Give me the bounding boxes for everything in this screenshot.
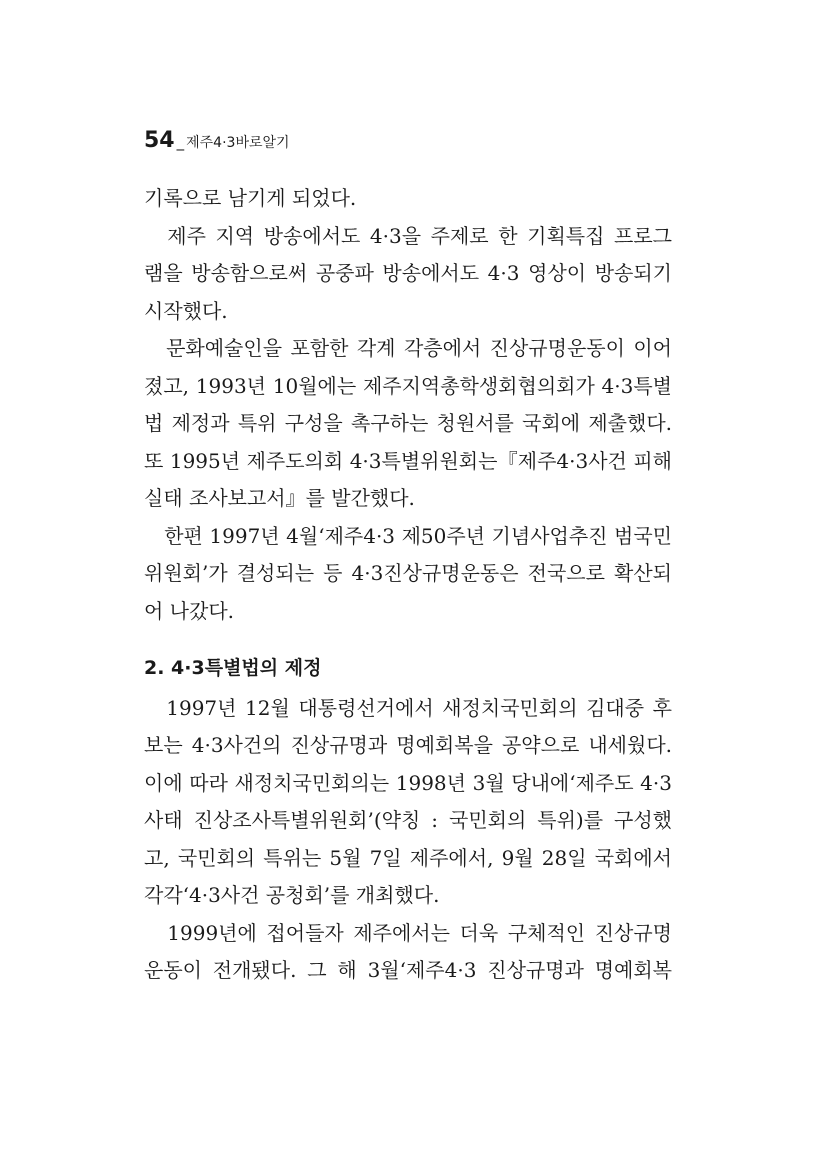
text-line: 이에 따라 새정치국민회의는 1998년 3월 당내에‘제주도 4·3 — [144, 770, 672, 795]
text-line: 한편 1997년 4월‘제주4·3 제50주년 기념사업추진 범국민 — [144, 523, 672, 548]
paragraph — [144, 518, 672, 631]
running-header — [144, 128, 290, 153]
paragraph — [144, 690, 672, 915]
text-line: 문화예술인을 포함한 각계 각층에서 진상규명운동이 이어 — [144, 336, 672, 360]
text-line: 운동이 전개됐다. 그 해 3월‘제주4·3 진상규명과 명예회복 — [144, 958, 672, 982]
header-separator: _ — [176, 133, 185, 151]
paragraph — [144, 180, 672, 218]
page-number: 54 — [144, 128, 175, 153]
text-line: 기록으로 남기게 되었다. — [144, 186, 357, 210]
text-line: 1999년에 접어들자 제주에서는 더욱 구체적인 진상규명 — [144, 920, 672, 945]
text-line: 법 제정과 특위 구성을 촉구하는 청원서를 국회에 제출했다. — [144, 411, 672, 435]
text-line: 고, 국민회의 특위는 5월 7일 제주에서, 9월 28일 국회에서 — [144, 845, 672, 870]
text-line: 졌고, 1993년 10월에는 제주지역총학생회협의회가 4·3특별 — [144, 373, 672, 398]
paragraph — [144, 330, 672, 518]
text-line: 제주 지역 방송에서도 4·3을 주제로 한 기획특집 프로그 — [144, 223, 672, 248]
text-line: 보는 4·3사건의 진상규명과 명예회복을 공약으로 내세웠다. — [144, 733, 672, 757]
text-line: 또 1995년 제주도의회 4·3특별위원회는『제주4·3사건 피해 — [144, 448, 672, 473]
text-line: 각각‘4·3사건 공청회’를 개최했다. — [144, 883, 440, 907]
text-line: 위원회’가 결성되는 등 4·3진상규명운동은 전국으로 확산되 — [144, 561, 672, 585]
paragraph — [144, 218, 672, 331]
body-text — [144, 180, 672, 990]
text-line: 램을 방송함으로써 공중파 방송에서도 4·3 영상이 방송되기 — [144, 261, 672, 285]
section-heading: 2. 4·3특별법의 제정 — [144, 657, 322, 679]
paragraph — [144, 915, 672, 990]
text-line: 1997년 12월 대통령선거에서 새정치국민회의 김대중 후 — [144, 695, 672, 720]
text-line: 시작했다. — [144, 298, 228, 323]
text-line: 실태 조사보고서』를 발간했다. — [144, 486, 415, 510]
book-title: 제주4·3바로알기 — [186, 135, 290, 151]
text-line: 사태 진상조사특별위원회’(약칭 : 국민회의 특위)를 구성했 — [144, 808, 672, 832]
text-line: 어 나갔다. — [144, 598, 234, 623]
